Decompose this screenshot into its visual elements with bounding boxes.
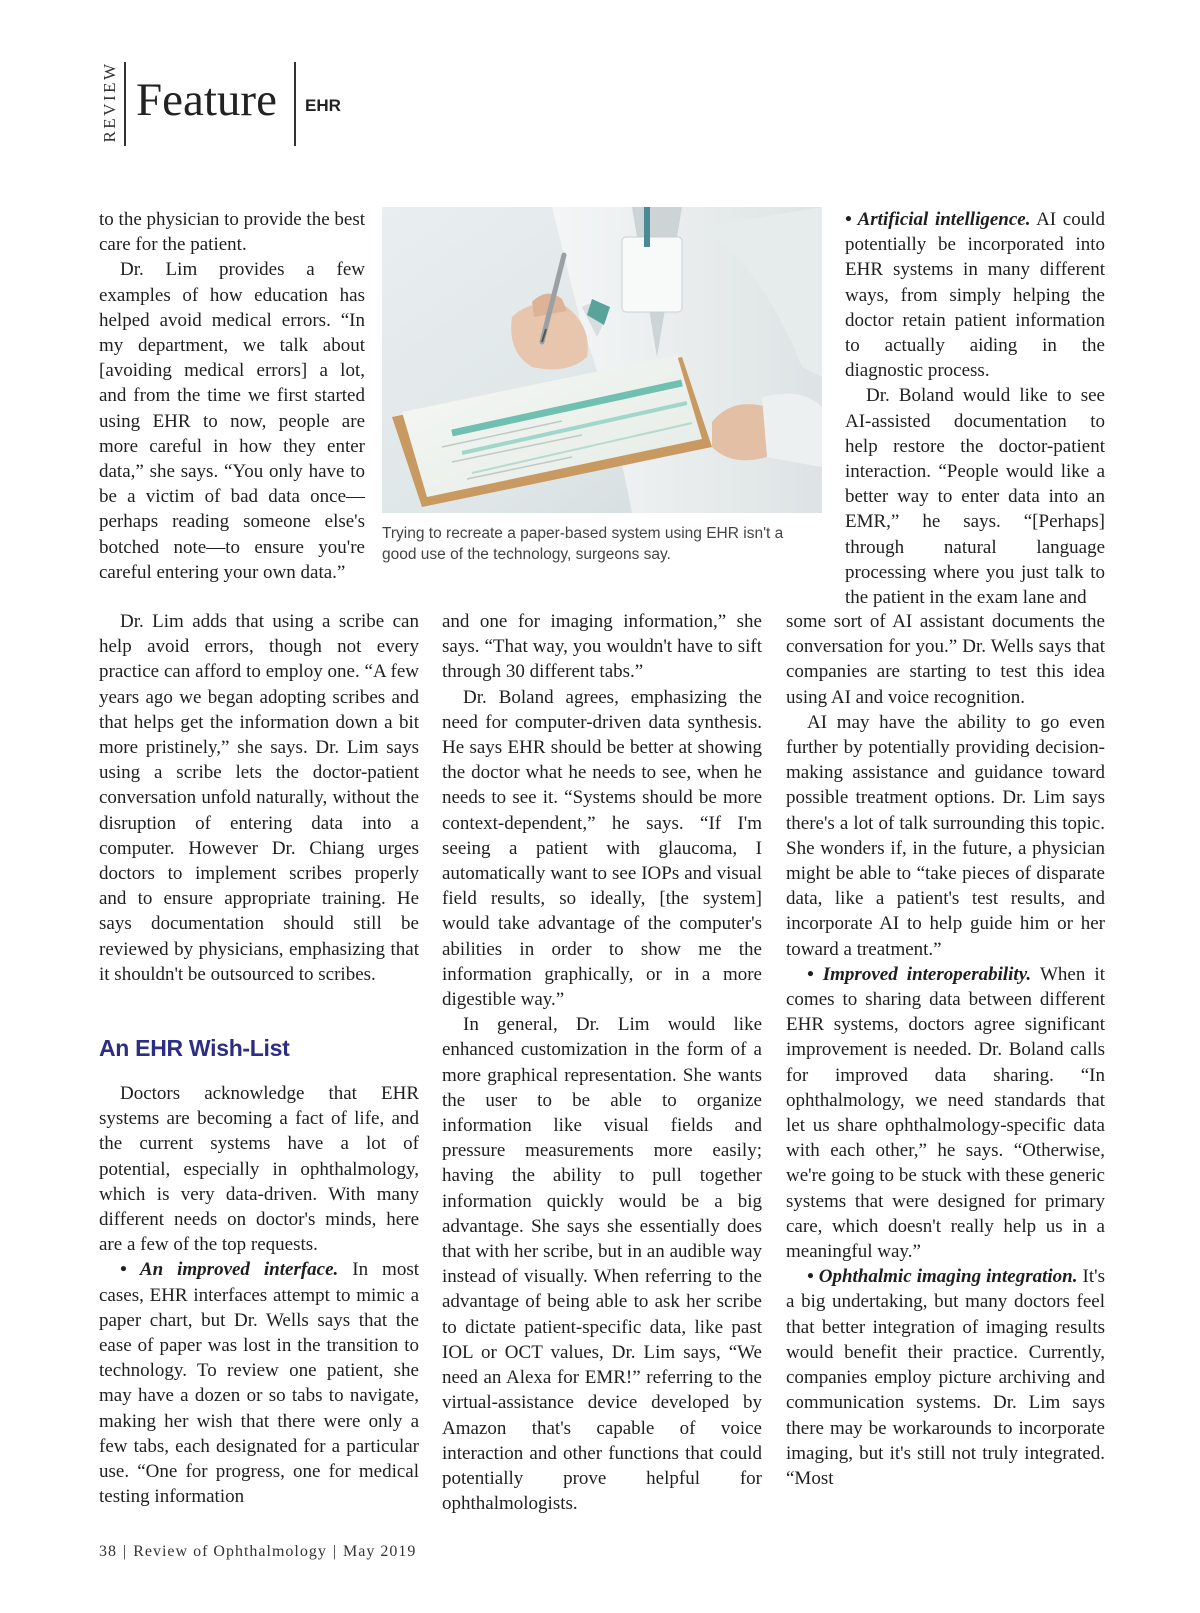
page-number: 38 bbox=[99, 1543, 117, 1560]
paragraph: • An improved interface. In most cases, EHR interfaces attempt to mimic a paper chart, but Dr. Wells says that the ease of paper was lost in the transition to technology. To review one patient, she may have a dozen or so tabs to navigate, making her wish that there were only a few tabs, each designated for a particular use. “One for progress, one for medical testing information bbox=[99, 1259, 420, 1508]
paragraph: • Artificial intelligence. AI could potentially be incorporated into EHR systems in many different ways, from simply helping the doctor retain patient information to actually aiding in the diagnostic process. bbox=[845, 209, 1105, 382]
paragraph: • Improved interoperability. When it comes to sharing data between different EHR systems, doctors agree significant improvement is needed. Dr. Boland calls for improved data sharing. “In ophthalmology, we need standards that let us share ophthalmology-specific data with each other,” he says. “Otherwise, we're going to be stuck with these generic systems that were designed for primary care, which doesn't really help us in a meaningful way.” bbox=[786, 963, 1105, 1263]
header-divider bbox=[294, 62, 296, 146]
section-topic: EHR bbox=[305, 96, 341, 115]
paragraph: some sort of AI assistant documents the conversation for you.” Dr. Wells says that companies are starting to test this idea using AI and voice recognition. bbox=[786, 611, 1105, 708]
paragraph: Doctors acknowledge that EHR systems are becoming a fact of life, and the current systems have a lot of potential, especially in ophthalmology, which is very data-driven. With many different needs on doctor's minds, here are a few of the top requests. bbox=[99, 1083, 419, 1256]
issue-date: May 2019 bbox=[343, 1543, 417, 1560]
article-column-1-middle bbox=[99, 609, 419, 987]
paragraph: Dr. Lim provides a few examples of how education has helped avoid medical errors. “In my department, we talk about [avoiding medical errors] a lot, and from the time we first started using EHR to now, people are more careful in how they enter data,” she says. “You only have to be a victim of bad data once—perhaps reading someone else's botched note—to ensure you're careful entering your own data.” bbox=[99, 259, 365, 583]
paragraph: AI may have the ability to go even further by potentially providing decision-making assistance and guidance toward possible treatment options. Dr. Lim says there's a lot of talk surrounding this topic. She wonders if, in the future, a physician might be able to “take pieces of disparate data, like a patient's test results, and incorporate AI to help guide him or her toward a treatment.” bbox=[786, 711, 1105, 960]
doctor-clipboard-photo bbox=[382, 207, 822, 513]
paragraph: Dr. Lim adds that using a scribe can help avoid errors, though not every practice can afford to employ one. “A few years ago we began adopting scribes and that helps get the information down a bit more pristinely,” she says. Dr. Lim says using a scribe lets the doctor-patient conversation unfold naturally, without the disruption of entering data into a computer. However Dr. Chiang urges doctors to implement scribes properly and to ensure appropriate training. He says documentation should still be reviewed by physicians, emphasizing that it shouldn't be outsourced to scribes. bbox=[99, 611, 419, 985]
article-column-3-top bbox=[845, 207, 1105, 610]
article-column-1-bottom bbox=[99, 1081, 419, 1509]
paragraph: • Ophthalmic imaging integration. It's a big undertaking, but many doctors feel that better integration of imaging results would benefit their practice. Currently, companies employ picture archiving and communication systems. Dr. Lim says there may be workarounds to incorporate imaging, but it's still not truly integrated. “Most bbox=[786, 1266, 1105, 1489]
header-divider bbox=[124, 62, 126, 146]
subheading: An EHR Wish-List bbox=[99, 1035, 290, 1061]
section-title: Feature bbox=[136, 74, 277, 126]
bullet-heading: • An improved interface. bbox=[120, 1259, 339, 1281]
bullet-heading: • Artificial intelligence. bbox=[845, 209, 1031, 230]
article-column-3-bottom bbox=[786, 609, 1105, 1491]
article-column-1-top bbox=[99, 207, 365, 585]
article-column-2 bbox=[442, 609, 762, 1516]
bullet-heading: • Improved interoperability. bbox=[807, 963, 1032, 985]
paragraph: Dr. Boland agrees, emphasizing the need for computer-driven data synthesis. He says EHR should be better at showing the doctor what he needs to see, when he needs to see it. “Systems should be more context-dependent,” he says. “If I'm seeing a patient with glaucoma, I automatically want to see IOPs and visual field results, so ideally, [the system] would take advantage of the computer's abilities in order to show me the information graphically, or in a more digestible way.” bbox=[442, 686, 762, 1011]
publication-name: Review of Ophthalmology bbox=[133, 1543, 327, 1560]
paragraph: to the physician to provide the best care for the patient. bbox=[99, 209, 365, 256]
photo-caption: Trying to recreate a paper-based system using EHR isn't a good use of the technology, surgeons say. bbox=[382, 525, 784, 563]
paragraph: and one for imaging information,” she says. “That way, you wouldn't have to sift through 30 different tabs.” bbox=[442, 611, 762, 683]
magazine-label: REVIEW bbox=[100, 61, 119, 143]
bullet-heading: • Ophthalmic imaging integration. bbox=[807, 1266, 1078, 1288]
page-footer: 38 | Review of Ophthalmology | May 2019 bbox=[99, 1543, 417, 1560]
paragraph: Dr. Boland would like to see AI-assisted documentation to help restore the doctor-patient interaction. “People would like a better way to enter data into an EMR,” he says. “[Perhaps] through natural language processing where you just talk to the patient in the exam lane and bbox=[845, 385, 1105, 609]
paragraph: In general, Dr. Lim would like enhanced customization in the form of a more graphical representation. She wants the user to be able to organize information like visual fields and pressure measurements more easily; having the ability to pull together information quickly would be a big advantage. She says she essentially does that with her scribe, but in an audible way instead of visually. When referring to the advantage of being able to ask her scribe to dictate patient-specific data, like past IOL or OCT values, Dr. Lim says, “We need an Alexa for EMR!” referring to the virtual-assistance device developed by Amazon that's capable of voice interaction and other functions that could potentially prove helpful for ophthalmologists. bbox=[442, 1014, 762, 1515]
